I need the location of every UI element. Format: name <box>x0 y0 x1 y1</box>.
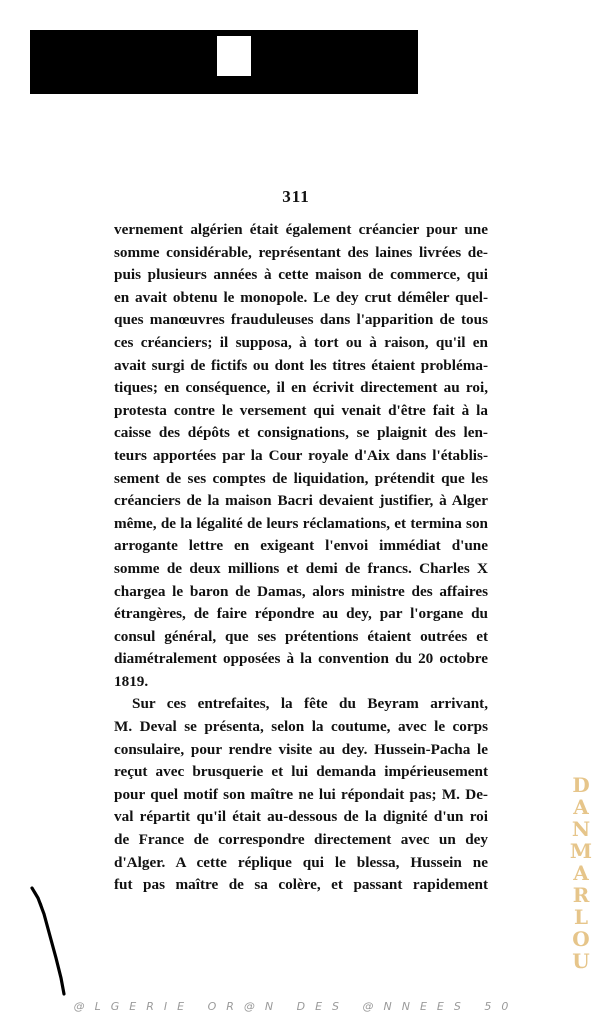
text-line: étrangères, de faire répondre au dey, par l'organe du <box>114 605 488 623</box>
text-line: d'Alger. A cette réplique qui le blessa, Hussein ne <box>114 853 488 871</box>
text-line: M. Deval se présenta, selon la coutume, avec le corps <box>114 718 488 736</box>
text-line: consulaire, pour rendre visite au dey. Hussein-Pacha le <box>114 740 488 758</box>
bottom-watermark: @LGERIE OR@N DES @NNEES 50 <box>73 1000 519 1013</box>
text-line: ces créanciers; il supposa, à tort ou à raison, qu'il en <box>114 333 488 351</box>
text-line: tiques; en conséquence, il en écrivit directement au roi, <box>114 379 488 397</box>
text-line: créanciers de la maison Bacri devaient justifier, à Alger <box>114 492 488 510</box>
text-line: caisse des dépôts et consignations, se plaignit des len- <box>114 424 488 442</box>
body-text <box>114 219 488 897</box>
text-line: en avait obtenu le monopole. Le dey crut démêler quel- <box>114 288 488 306</box>
text-line: 1819. <box>114 672 149 690</box>
text-line: avait surgi de fictifs ou dont les titres étaient probléma- <box>114 356 488 374</box>
text-line: consul général, que ses prétentions étaient outrées et <box>114 627 488 645</box>
page-number: 311 <box>282 187 310 206</box>
scan-margin-mark <box>24 884 74 996</box>
text-line: de France de correspondre directement avec un dey <box>114 831 488 849</box>
text-line: chargea le baron de Damas, alors ministre des affaires <box>114 582 488 600</box>
text-line: pour quel motif son maître ne lui répondait pas; M. De- <box>114 785 488 803</box>
text-line: diamétralement opposées à la convention du 20 octobre <box>114 650 488 668</box>
text-line: fut pas maître de sa colère, et passant rapidement <box>114 876 488 894</box>
text-line: sement de ses comptes de liquidation, prétendit que les <box>114 469 488 487</box>
text-line: Sur ces entrefaites, la fête du Beyram arrivant, <box>132 695 488 713</box>
text-line: teurs apportées par la Cour royale d'Aix dans l'établis- <box>114 446 488 464</box>
text-line: vernement algérien était également créancier pour une <box>114 221 488 238</box>
text-line: arrogante lettre en exigeant l'envoi immédiat d'une <box>114 537 488 555</box>
text-line: puis plusieurs années à cette maison de commerce, qui <box>114 266 488 284</box>
text-line: même, de la légalité de leurs réclamations, et termina son <box>114 514 488 532</box>
text-line: protesta contre le versement qui venait d'être fait à la <box>114 401 488 419</box>
text-line: somme de deux millions et demi de francs. Charles X <box>114 559 488 577</box>
side-watermark: DANMARLOU <box>569 773 592 973</box>
redaction-mark <box>217 36 251 76</box>
text-line: reçut avec brusquerie et lui demanda impérieusement <box>114 763 488 781</box>
text-line: val répartit qu'il était au-dessous de la dignité d'un roi <box>114 808 488 826</box>
text-line: ques manœuvres frauduleuses dans l'apparition de tous <box>114 311 488 329</box>
text-line: somme considérable, représentant des laines livrées de- <box>114 243 488 261</box>
